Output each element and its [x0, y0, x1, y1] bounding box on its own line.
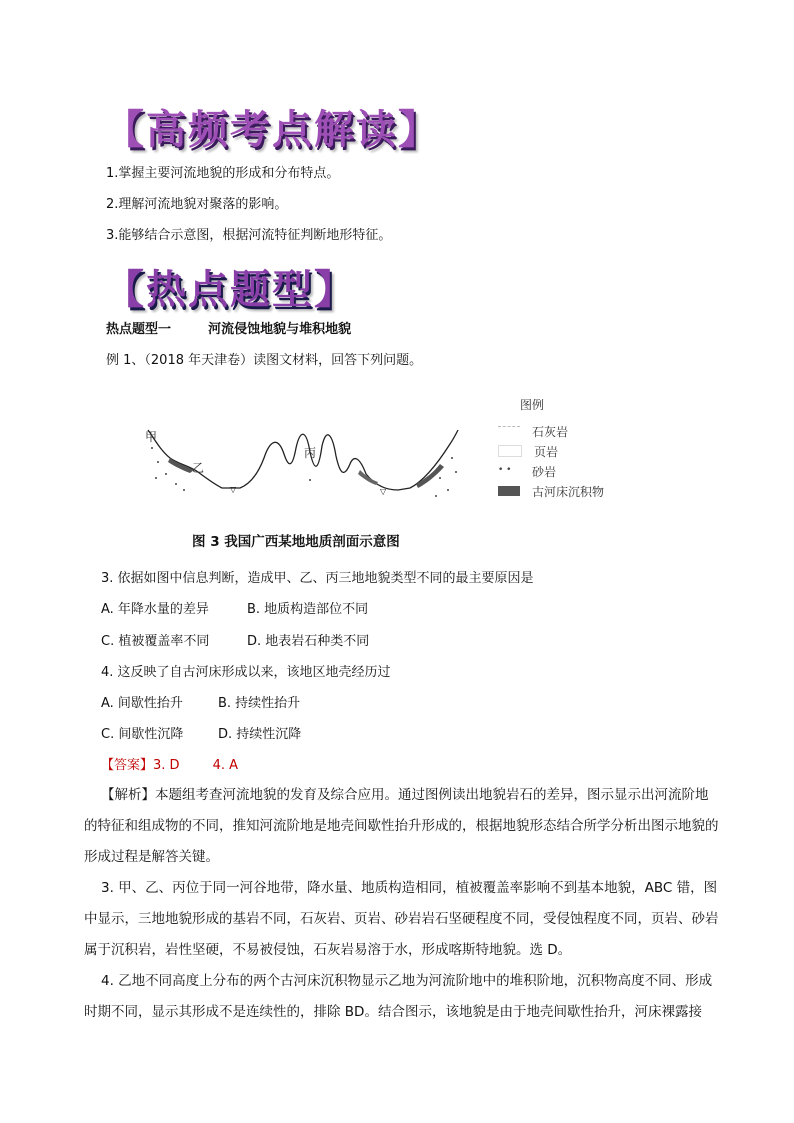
objective-3: 3.能够结合示意图，根据河流特征判断地形特征。	[106, 228, 392, 243]
answer-label: 【答案】	[101, 758, 154, 773]
answer-text: 3. D 4. A	[153, 758, 239, 773]
topic-title: 河流侵蚀地貌与堆积地貌	[208, 322, 352, 337]
sediment-deposit-left	[168, 458, 194, 473]
q3-option-d: D. 地表岩石种类不同	[247, 634, 370, 649]
objective-1: 1.掌握主要河流地貌的形成和分布特点。	[106, 166, 340, 181]
limestone-swatch	[498, 426, 520, 437]
label-jia: 甲	[145, 430, 158, 444]
figure-legend	[498, 396, 604, 501]
answer-line	[101, 757, 238, 775]
section-banner-hot-topics: 【热点题型】	[104, 266, 356, 313]
analysis-paragraph-3: 4. 乙地不同高度上分布的两个古河床沉积物显示乙地为河流阶地中的堆积阶地，沉积物高度不同、形成时期不同，显示其形成不是连续性的，排除 BD。结合图示，该地貌是由于地壳间歇性抬升，河床裸露接	[84, 973, 713, 1020]
analysis-paragraph-2: 3. 甲、乙、丙位于同一河谷地带，降水量、地质构造相同，植被覆盖率影响不到基本地貌，ABC 错，图中显示，三地地貌形成的基岩不同，石灰岩、页岩、砂岩岩石坚硬程度不同，受侵蚀程度不同，页岩、砂岩属于沉积岩，岩性坚硬，不易被侵蚀，石灰岩易溶于水，形成喀斯特地貌。选 D。	[84, 880, 719, 958]
q4-stem: 4. 这反映了自古河床形成以来，该地区地壳经历过	[101, 665, 391, 680]
analysis-paragraph-1	[84, 780, 720, 873]
legend-sediment: 古河床沉积物	[532, 484, 605, 499]
label-yi: 乙	[192, 461, 205, 475]
geologic-cross-section	[140, 418, 470, 518]
water-marker-left: ▽	[230, 485, 237, 494]
legend-sandstone: 砂岩	[532, 464, 557, 479]
topic-label: 热点题型一	[106, 322, 172, 337]
q3-option-c: C. 植被覆盖率不同	[101, 634, 210, 649]
analysis-label: 【解析】	[101, 787, 155, 803]
water-marker-right: ▽	[380, 487, 387, 496]
objective-2: 2.理解河流地貌对聚落的影响。	[106, 197, 288, 212]
q4-option-d: D. 持续性沉降	[218, 727, 302, 742]
q3-option-b: B. 地质构造部位不同	[247, 602, 369, 617]
legend-title: 图例	[520, 398, 545, 412]
q4-option-a: A. 间歇性抬升	[101, 696, 183, 711]
q3-stem: 3. 依据如图中信息判断，造成甲、乙、丙三地地貌类型不同的最主要原因是	[101, 571, 534, 586]
figure-caption: 图 3 我国广西某地地质剖面示意图	[192, 534, 400, 550]
q4-option-b: B. 持续性抬升	[218, 696, 301, 711]
example-intro: 例 1、（2018 年天津卷）读图文材料，回答下列问题。	[106, 353, 423, 368]
sandstone-swatch: • •	[498, 465, 512, 475]
sediment-swatch	[498, 486, 520, 496]
shale-swatch	[498, 445, 522, 457]
label-bing: 丙	[304, 446, 317, 460]
legend-limestone: 石灰岩	[532, 424, 569, 439]
section-banner-high-frequency: 【高频考点解读】	[104, 106, 440, 153]
legend-shale: 页岩	[534, 444, 559, 459]
sediment-deposit-right	[416, 464, 444, 488]
q3-option-a: A. 年降水量的差异	[101, 602, 209, 617]
sediment-deposit-mid	[358, 470, 378, 485]
topic-heading	[106, 321, 351, 339]
analysis-text-1: 本题组考查河流地貌的发育及综合应用。通过图例读出地貌岩石的差异，图示显示出河流阶地的特征和组成物的不同，推知河流阶地是地壳间歇性抬升形成的，根据地貌形态结合所学分析出图示地貌的形成过程是解答关键。	[84, 787, 719, 865]
q4-option-c: C. 间歇性沉降	[101, 727, 184, 742]
